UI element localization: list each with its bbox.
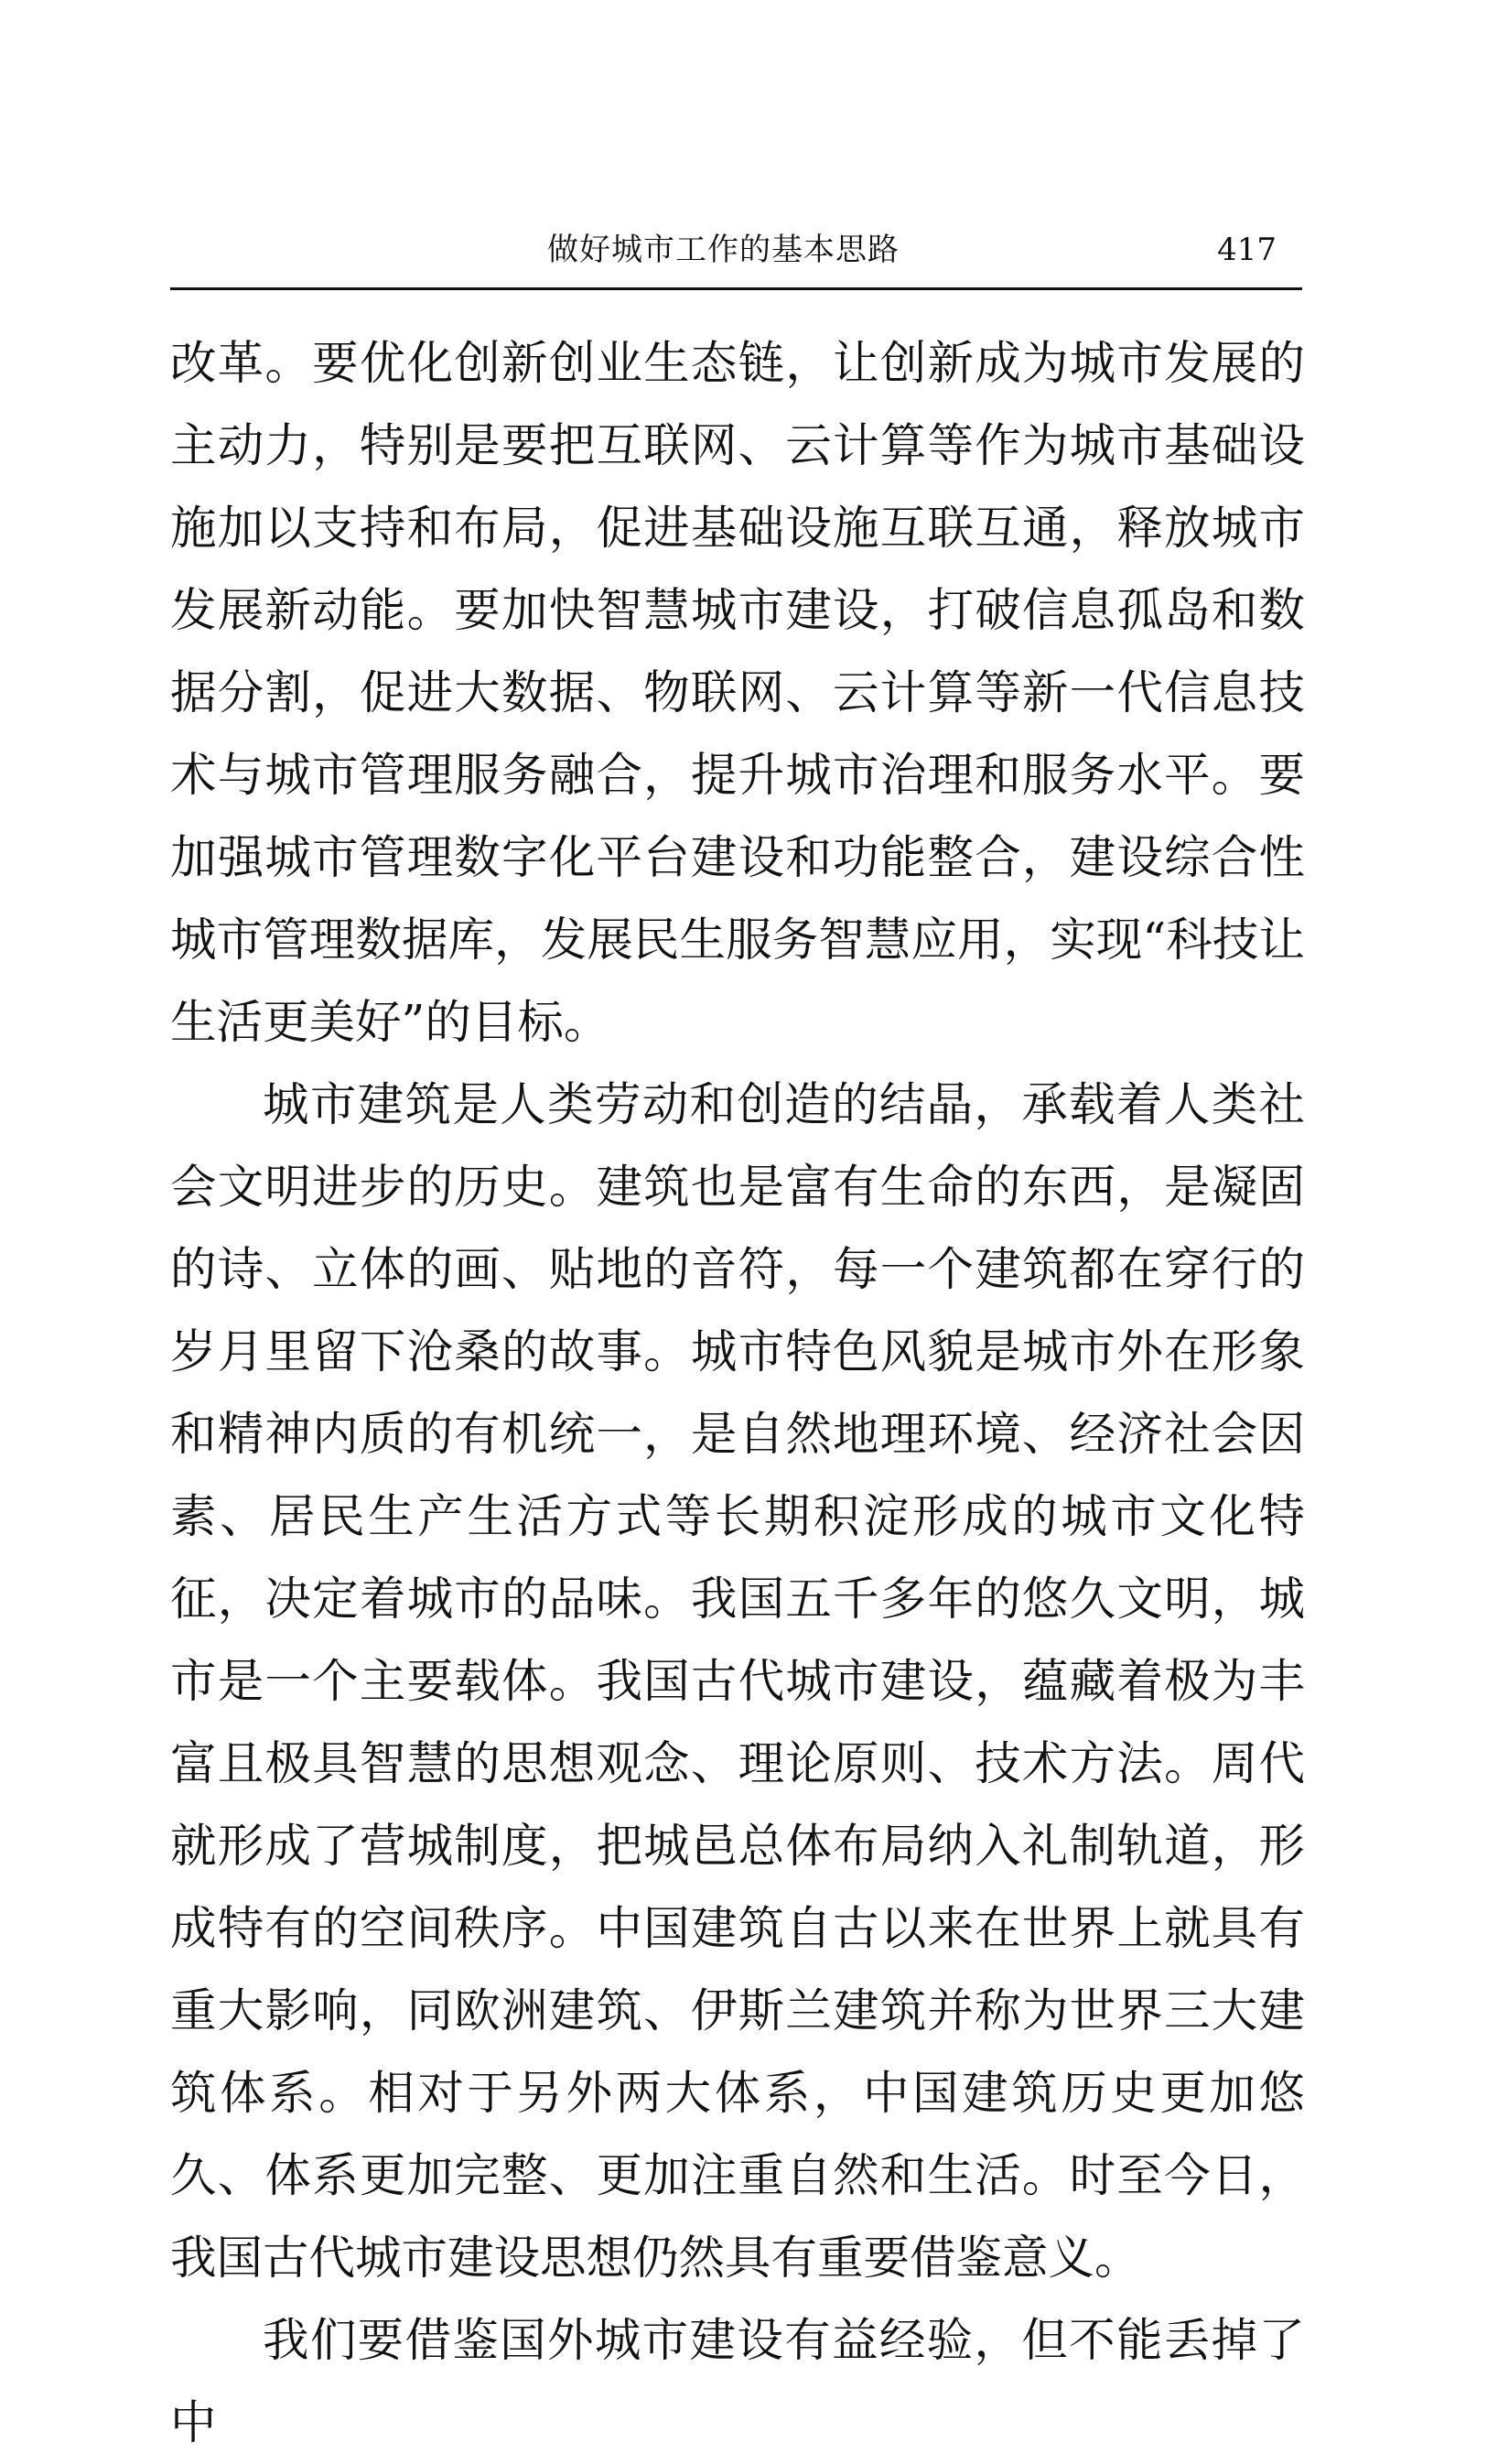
paragraph: 城市建筑是人类劳动和创造的结晶，承载着人类社会文明进步的历史。建筑也是富有生命的东西，是凝固的诗、立体的画、贴地的音符，每一个建筑都在穿行的岁月里留下沧桑的故事。城市特色风貌是城市外在形象和精神内质的有机统一，是自然地理环境、经济社会因素、居民生产生活方式等长期积淀形成的城市文化特征，决定着城市的品味。我国五千多年的悠久文明，城市是一个主要载体。我国古代城市建设，蕴藏着极为丰富且极具智慧的思想观念、理论原则、技术方法。周代就形成了营城制度，把城邑总体布局纳入礼制轨道，形成特有的空间秩序。中国建筑自古以来在世界上就具有重大影响，同欧洲建筑、伊斯兰建筑并称为世界三大建筑体系。相对于另外两大体系，中国建筑历史更加悠久、体系更加完整、更加注重自然和生活。时至今日，我国古代城市建设思想仍然具有重要借鉴意义。 [170, 1077, 1305, 2285]
paragraph-continued: 改革。要优化创新创业生态链，让创新成为城市发展的主动力，特别是要把互联网、云计算等作为城市基础设施加以支持和布局，促进基础设施互联互通，释放城市发展新动能。要加快智慧城市建设，打破信息孤岛和数据分割，促进大数据、物联网、云计算等新一代信息技术与城市管理服务融合，提升城市治理和服务水平。要加强城市管理数字化平台建设和功能整合，建设综合性城市管理数据库，发展民生服务智慧应用，实现“科技让生活更美好”的目标。 [170, 336, 1305, 1049]
running-title: 做好城市工作的基本思路 [547, 232, 900, 268]
page-header [172, 227, 1302, 282]
header-rule [170, 287, 1302, 290]
page-number: 417 [1217, 232, 1277, 268]
paragraph: 我们要借鉴国外城市建设有益经验，但不能丢掉了中 [170, 2313, 1305, 2449]
body-text [170, 322, 1305, 2464]
